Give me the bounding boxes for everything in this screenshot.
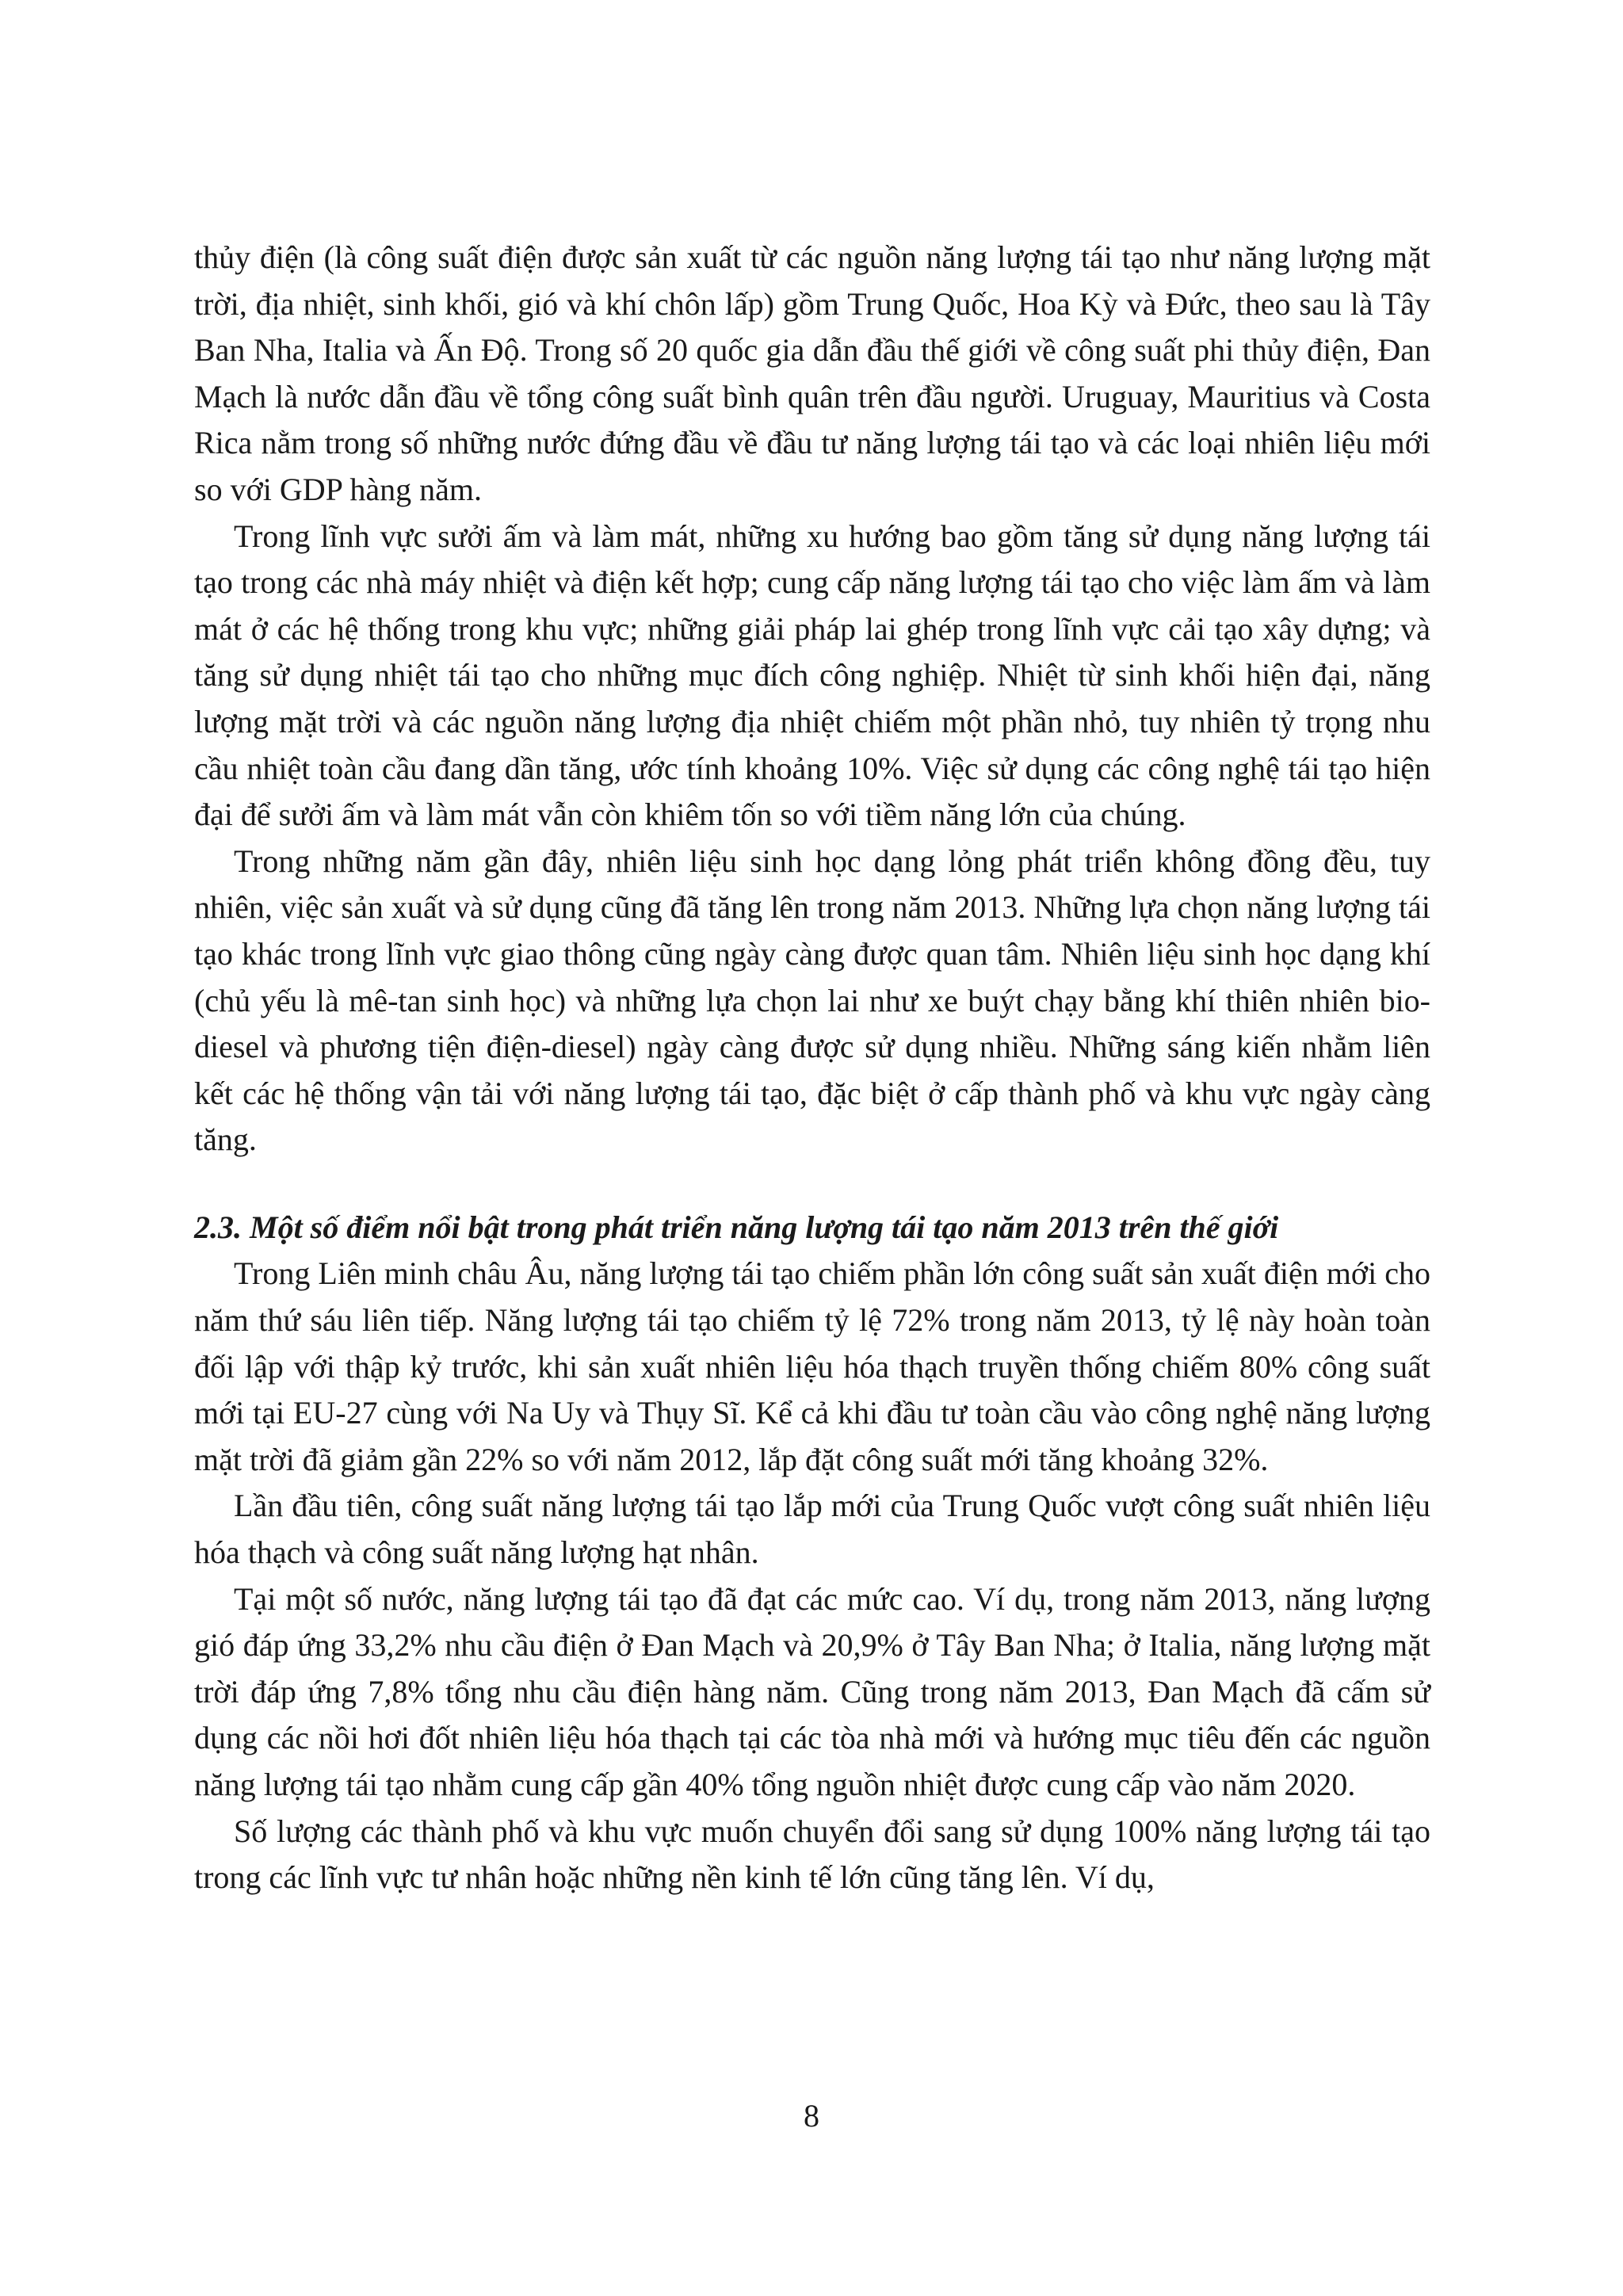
page-number: 8 [804,2098,819,2134]
paragraph-biofuels: Trong những năm gần đây, nhiên liệu sinh học dạng lỏng phát triển không đồng đều, tuy nhiên, việc sản xuất và sử dụng cũng đã tăng lên trong năm 2013. Những lựa chọn năng lượng tái tạo khác trong lĩnh vực giao thông cũng ngày càng được quan tâm. Nhiên liệu sinh học dạng khí (chủ yếu là mê-tan sinh học) và những lựa chọn lai như xe buýt chạy bằng khí thiên nhiên bio-diesel và phương tiện điện-diesel) ngày càng được sử dụng nhiều. Những sáng kiến nhằm liên kết các hệ thống vận tải với năng lượng tái tạo, đặc biệt ở cấp thành phố và khu vực ngày càng tăng. [194,842,1430,1158]
document-page [194,235,1430,1901]
paragraph-cities: Số lượng các thành phố và khu vực muốn chuyển đổi sang sử dụng 100% năng lượng tái tạo trong các lĩnh vực tư nhân hoặc những nền kinh tế lớn cũng tăng lên. Ví dụ, [194,1813,1430,1896]
paragraph-high-levels: Tại một số nước, năng lượng tái tạo đã đạt các mức cao. Ví dụ, trong năm 2013, năng lượng gió đáp ứng 33,2% nhu cầu điện ở Đan Mạch và 20,9% ở Tây Ban Nha; ở Italia, năng lượng mặt trời đáp ứng 7,8% tổng nhu cầu điện hàng năm. Cũng trong năm 2013, Đan Mạch đã cấm sử dụng các nồi hơi đốt nhiên liệu hóa thạch tại các tòa nhà mới và hướng mục tiêu đến các nguồn năng lượng tái tạo nhằm cung cấp gần 40% tổng nguồn nhiệt được cung cấp vào năm 2020. [194,1580,1430,1802]
paragraph-china: Lần đầu tiên, công suất năng lượng tái tạo lắp mới của Trung Quốc vượt công suất nhiên liệu hóa thạch và công suất năng lượng hạt nhân. [194,1488,1430,1571]
paragraph-continuation: thủy điện (là công suất điện được sản xuất từ các nguồn năng lượng tái tạo như năng lượng mặt trời, địa nhiệt, sinh khối, gió và khí chôn lấp) gồm Trung Quốc, Hoa Kỳ và Đức, theo sau là Tây Ban Nha, Italia và Ấn Độ. Trong số 20 quốc gia dẫn đầu thế giới về công suất phi thủy điện, Đan Mạch là nước dẫn đầu về tổng công suất bình quân trên đầu người. Uruguay, Mauritius và Costa Rica nằm trong số những nước đứng đầu về đầu tư năng lượng tái tạo và các loại nhiên liệu mới so với GDP hàng năm. [194,239,1430,507]
paragraph-eu: Trong Liên minh châu Âu, năng lượng tái tạo chiếm phần lớn công suất sản xuất điện mới cho năm thứ sáu liên tiếp. Năng lượng tái tạo chiếm tỷ lệ 72% trong năm 2013, tỷ lệ này hoàn toàn đối lập với thập kỷ trước, khi sản xuất nhiên liệu hóa thạch truyền thống chiếm 80% công suất mới tại EU-27 cùng với Na Uy và Thụy Sĩ. Kể cả khi đầu tư toàn cầu vào công nghệ năng lượng mặt trời đã giảm gần 22% so với năm 2012, lắp đặt công suất mới tăng khoảng 32%. [194,1255,1430,1477]
paragraph-heating-cooling: Trong lĩnh vực sưởi ấm và làm mát, những xu hướng bao gồm tăng sử dụng năng lượng tái tạo trong các nhà máy nhiệt và điện kết hợp; cung cấp năng lượng tái tạo cho việc làm ấm và làm mát ở các hệ thống trong khu vực; những giải pháp lai ghép trong lĩnh vực cải tạo xây dựng; và tăng sử dụng nhiệt tái tạo cho những mục đích công nghiệp. Nhiệt từ sinh khối hiện đại, năng lượng mặt trời và các nguồn năng lượng địa nhiệt chiếm một phần nhỏ, tuy nhiên tỷ trọng nhu cầu nhiệt toàn cầu đang dần tăng, ước tính khoảng 10%. Việc sử dụng các công nghệ tái tạo hiện đại để sưởi ấm và làm mát vẫn còn khiêm tốn so với tiềm năng lớn của chúng. [194,518,1430,833]
section-heading: 2.3. Một số điểm nổi bật trong phát triển năng lượng tái tạo năm 2013 trên thế giới [194,1209,1279,1245]
